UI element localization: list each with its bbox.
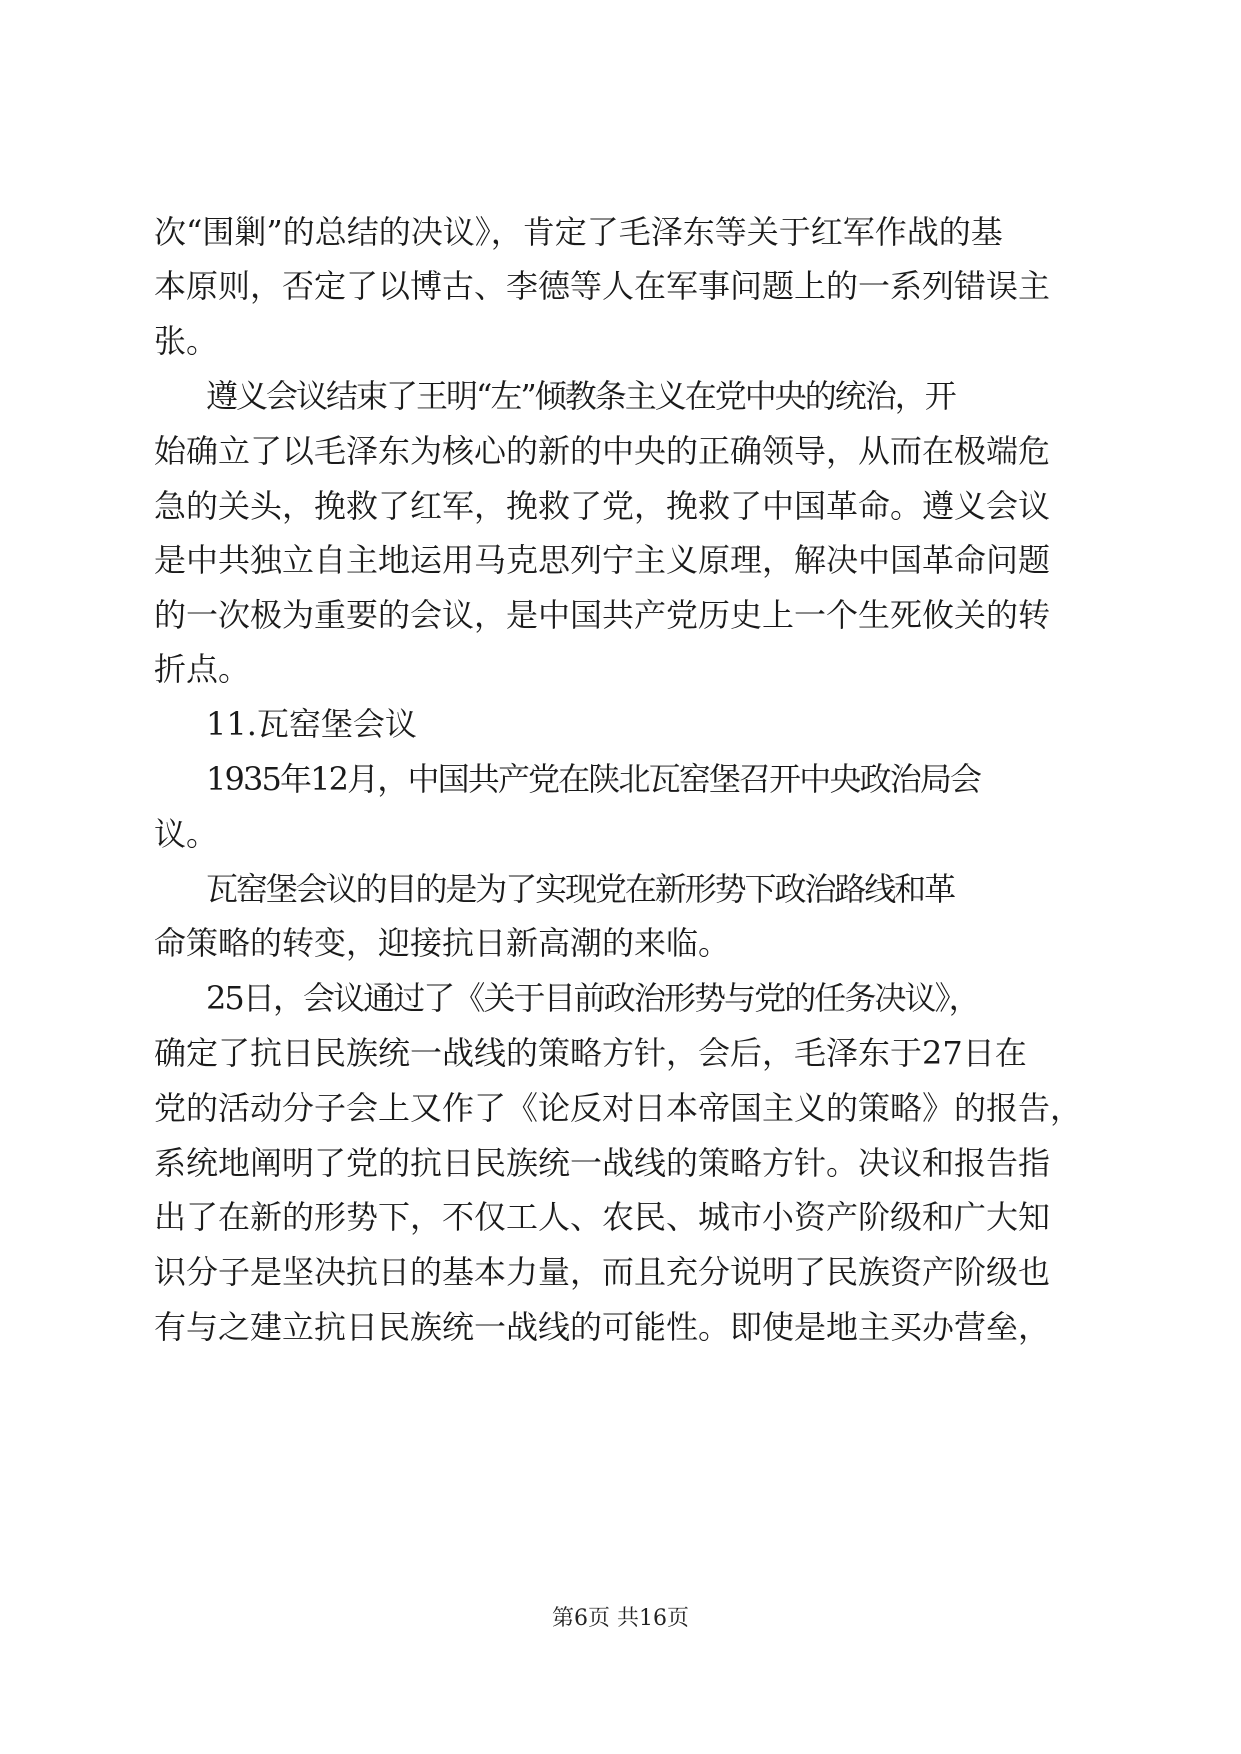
section-heading: 11.瓦窑堡会议 bbox=[206, 705, 417, 743]
text-line: 本原则，否定了以博古、李德等人在军事问题上的一系列错误主 bbox=[154, 267, 1051, 305]
text-line: 出了在新的形势下，不仅工人、农民、城市小资产阶级和广大知 bbox=[154, 1198, 1051, 1236]
paragraph-start-line: 25日，会议通过了《关于目前政治形势与党的任务决议》， bbox=[206, 979, 979, 1017]
text-line: 有与之建立抗日民族统一战线的可能性。即使是地主买办营垒， bbox=[154, 1308, 1051, 1346]
text-line: 的一次极为重要的会议，是中国共产党历史上一个生死攸关的转 bbox=[154, 596, 1051, 634]
text-line: 始确立了以毛泽东为核心的新的中央的正确领导，从而在极端危 bbox=[154, 432, 1051, 470]
text-line: 急的关头，挽救了红军，挽救了党，挽救了中国革命。遵义会议 bbox=[154, 487, 1051, 525]
text-line: 命策略的转变，迎接抗日新高潮的来临。 bbox=[154, 924, 731, 962]
text-line: 确定了抗日民族统一战线的策略方针，会后，毛泽东于27日在 bbox=[154, 1034, 1027, 1072]
text-line: 系统地阐明了党的抗日民族统一战线的策略方针。决议和报告指 bbox=[154, 1144, 1051, 1182]
text-line: 识分子是坚决抗日的基本力量，而且充分说明了民族资产阶级也 bbox=[154, 1253, 1051, 1291]
text-line: 张。 bbox=[154, 322, 219, 360]
text-line: 是中共独立自主地运用马克思列宁主义原理，解决中国革命问题 bbox=[154, 541, 1051, 579]
paragraph-start-line: 瓦窑堡会议的目的是为了实现党在新形势下政治路线和革 bbox=[206, 870, 955, 908]
text-line: 折点。 bbox=[154, 650, 251, 688]
page-number-footer: 第6页 共16页 bbox=[552, 1606, 689, 1631]
text-line: 次“围剿”的总结的决议》，肯定了毛泽东等关于红军作战的基 bbox=[154, 213, 1003, 251]
paragraph-start-line: 遵义会议结束了王明“左”倾教条主义在党中央的统治，开 bbox=[206, 377, 955, 415]
text-line: 党的活动分子会上又作了《论反对日本帝国主义的策略》的报告， bbox=[154, 1089, 1083, 1127]
paragraph-start-line: 1935年12月，中国共产党在陕北瓦窑堡召开中央政治局会 bbox=[206, 760, 981, 798]
text-line: 议。 bbox=[154, 815, 219, 853]
